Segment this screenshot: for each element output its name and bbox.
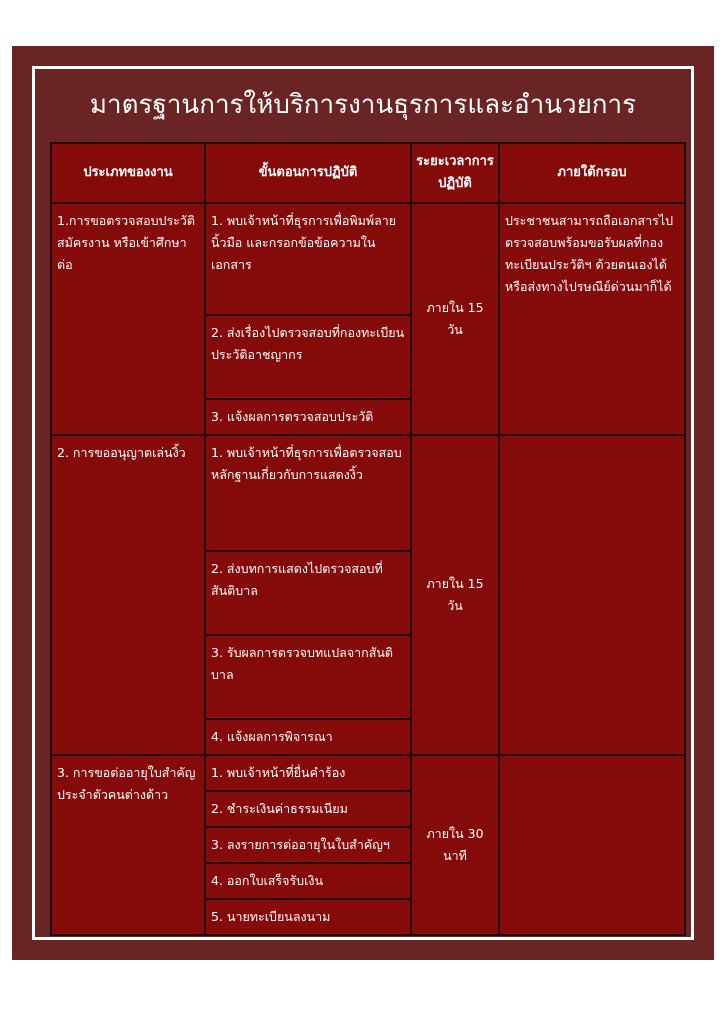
table-row [51,755,685,791]
job-type-cell: 3. การขอต่ออายุใบสำคัญประจำตัวคนต่างด้าว [51,755,205,935]
step-cell: 2. ส่งบทการแสดงไปตรวจสอบที่สันติบาล [205,551,411,635]
step-cell: 5. นายทะเบียนลงนาม [205,899,411,935]
step-cell: 3. แจ้งผลการตรวจสอบประวัติ [205,399,411,435]
service-standard-table [50,142,686,936]
duration-cell: ภายใน 30 นาที [411,755,499,935]
step-cell: 4. ออกใบเสร็จรับเงิน [205,863,411,899]
step-cell: 2. ส่งเรื่องไปตรวจสอบที่กองทะเบียน ประวัติอาชญากร [205,315,411,399]
step-cell: 1. พบเจ้าหน้าที่ธุรการเพื่อตรวจสอบ หลักฐานเกี่ยวกับการแสดงงิ้ว [205,435,411,551]
job-type-cell: 2. การขออนุญาตเล่นงิ้ว [51,435,205,755]
step-cell: 2. ชำระเงินค่าธรรมเนียม [205,791,411,827]
table-row [51,203,685,315]
document-frame [32,66,694,940]
table-row [51,435,685,551]
scope-cell [499,755,685,935]
step-cell: 4. แจ้งผลการพิจารณา [205,719,411,755]
step-cell: 1. พบเจ้าหน้าที่ธุรการเพื่อพิมพ์ลายนิ้วมือ และกรอกข้อข้อความในเอกสาร [205,203,411,315]
step-cell: 1. พบเจ้าหน้าที่ยื่นคำร้อง [205,755,411,791]
header-type: ประเภทของงาน [51,143,205,203]
page-title: มาตรฐานการให้บริการงานธุรการและอำนวยการ [89,90,637,120]
table-header-row [51,143,685,203]
scope-cell [499,435,685,755]
job-type-cell: 1.การขอตรวจสอบประวัติสมัครงาน หรือเข้าศึกษาต่อ [51,203,205,435]
duration-cell: ภายใน 15 วัน [411,203,499,435]
document-card [12,46,714,960]
header-scope: ภายใต้กรอบ [499,143,685,203]
duration-cell: ภายใน 15 วัน [411,435,499,755]
header-steps: ขั้นตอนการปฏิบัติ [205,143,411,203]
step-cell: 3. รับผลการตรวจบทแปลจากสันติบาล [205,635,411,719]
scope-cell: ประชาชนสามารถถือเอกสารไปตรวจสอบพร้อมขอรับผลที่กองทะเบียนประวัติฯ ด้วยตนเองได้หรือส่งทางไปรษณีย์ด่วนมาก็ได้ [499,203,685,435]
header-time: ระยะเวลาการปฏิบัติ [411,143,499,203]
step-cell: 3. ลงรายการต่ออายุในใบสำคัญฯ [205,827,411,863]
